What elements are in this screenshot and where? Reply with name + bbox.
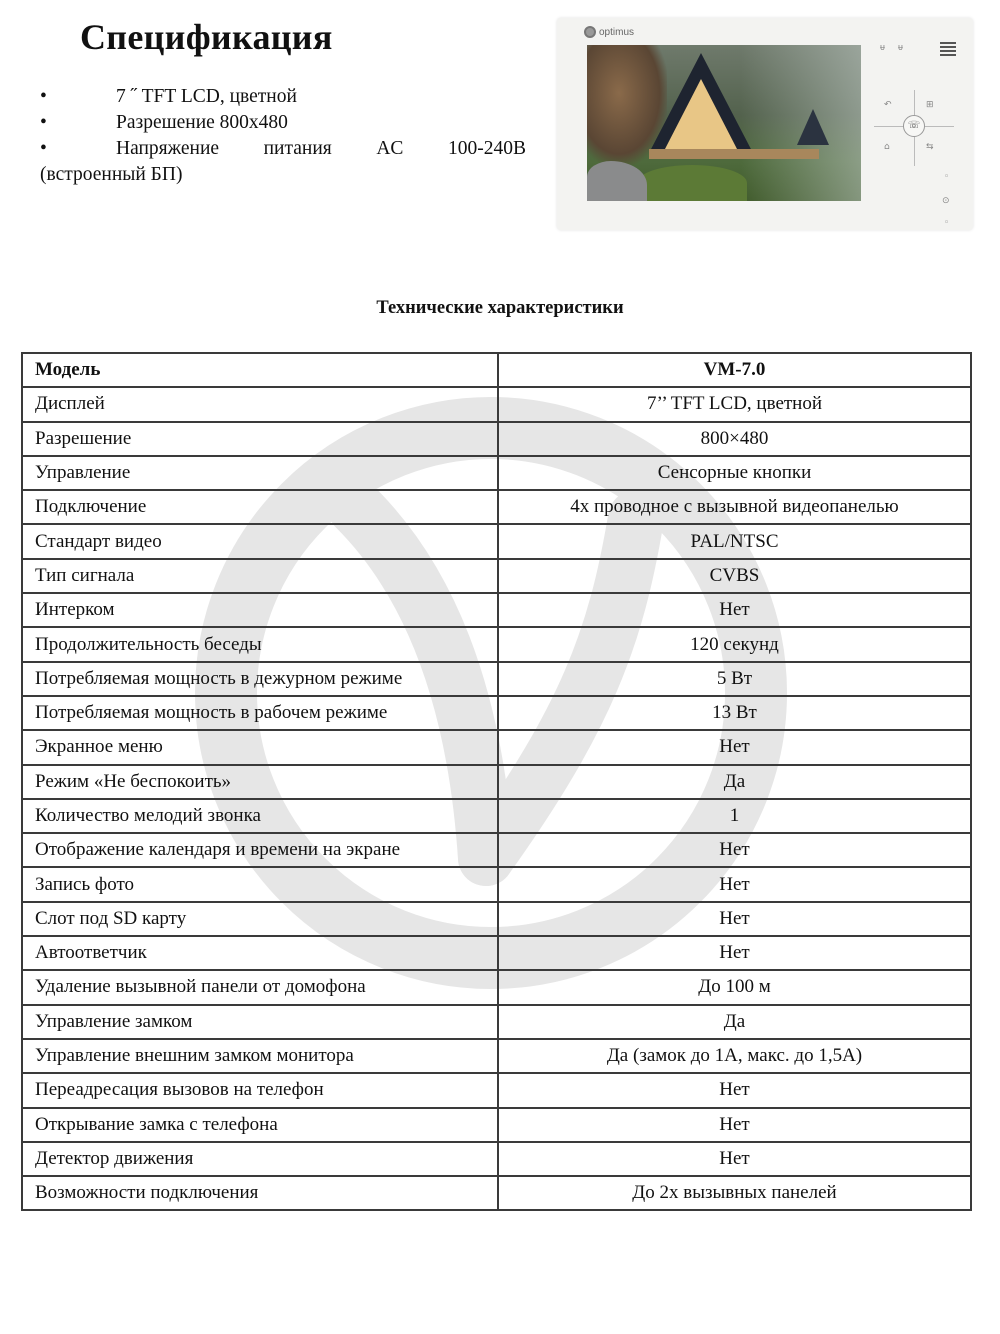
table-row <box>22 422 971 456</box>
table-row <box>22 1176 971 1210</box>
table-cell-param: Потребляемая мощность в дежурном режиме <box>22 662 498 696</box>
table-row <box>22 902 971 936</box>
brand-logo-icon <box>584 26 596 38</box>
table-cell-value: Нет <box>498 730 971 764</box>
table-cell-param: Детектор движения <box>22 1142 498 1176</box>
power-icon: ◦ <box>944 218 950 228</box>
feature-word: AC <box>376 138 404 159</box>
table-cell-param: Удаление вызывной панели от домофона <box>22 970 498 1004</box>
rocks-graphic <box>587 161 647 201</box>
table-row <box>22 593 971 627</box>
bullet-marker: • <box>40 112 47 133</box>
table-cell-value: 7’’ TFT LCD, цветной <box>498 387 971 421</box>
page-title: Спецификация <box>80 17 333 57</box>
table-cell-value: VM-7.0 <box>498 353 971 387</box>
section-title: Технические характеристики <box>376 298 624 318</box>
table-cell-param: Управление <box>22 456 498 490</box>
deck-graphic <box>649 149 819 159</box>
table-cell-value: Нет <box>498 1108 971 1142</box>
feature-text: 7 ˝ TFT LCD, цветной <box>116 86 297 107</box>
brand-label <box>584 26 634 38</box>
feature-text: Разрешение 800x480 <box>116 112 288 133</box>
grass-graphic <box>637 165 747 201</box>
feature-text <box>116 136 526 162</box>
table-cell-param: Запись фото <box>22 867 498 901</box>
table-cell-param: Экранное меню <box>22 730 498 764</box>
mic-icon: ᵾ <box>880 43 885 53</box>
table-cell-value: 4х проводное с вызывной видеопанелью <box>498 490 971 524</box>
table-cell-param: Стандарт видео <box>22 524 498 558</box>
table-cell-param: Отображение календаря и времени на экране <box>22 833 498 867</box>
bullet-marker: • <box>40 138 47 159</box>
table-cell-param: Продолжительность беседы <box>22 627 498 661</box>
table-cell-param: Потребляемая мощность в рабочем режиме <box>22 696 498 730</box>
table-row <box>22 1108 971 1142</box>
brightness-icon: ⊙ <box>942 196 950 206</box>
table-cell-value: Нет <box>498 902 971 936</box>
table-cell-value: Нет <box>498 1073 971 1107</box>
touch-controls <box>862 28 973 228</box>
feature-item <box>40 136 526 162</box>
table-cell-param: Автоответчик <box>22 936 498 970</box>
table-cell-value: Нет <box>498 833 971 867</box>
table-row <box>22 387 971 421</box>
table-row <box>22 833 971 867</box>
table-cell-param: Режим «Не беспокоить» <box>22 765 498 799</box>
table-cell-value: Сенсорные кнопки <box>498 456 971 490</box>
table-cell-value: Да (замок до 1А, макс. до 1,5А) <box>498 1039 971 1073</box>
table-row <box>22 867 971 901</box>
table-cell-value: Да <box>498 1005 971 1039</box>
bullet-marker: • <box>40 86 47 107</box>
table-cell-value: 5 Вт <box>498 662 971 696</box>
table-cell-param: Подключение <box>22 490 498 524</box>
unlock-icon: ⌂ <box>884 142 890 152</box>
table-cell-value: 1 <box>498 799 971 833</box>
table-cell-value: Нет <box>498 867 971 901</box>
table-cell-param: Модель <box>22 353 498 387</box>
table-cell-value: Да <box>498 765 971 799</box>
switch-icon: ⇆ <box>926 142 934 152</box>
call-icon: ☏ <box>903 115 925 137</box>
feature-word: питания <box>263 138 332 159</box>
table-cell-param: Возможности подключения <box>22 1176 498 1210</box>
monitor-icon: ⊞ <box>926 100 934 110</box>
table-row <box>22 627 971 661</box>
table-row <box>22 765 971 799</box>
table-cell-param: Количество мелодий звонка <box>22 799 498 833</box>
small-cabin-graphic <box>797 109 829 145</box>
feature-item <box>40 110 526 136</box>
table-cell-param: Управление замком <box>22 1005 498 1039</box>
table-cell-value: Нет <box>498 593 971 627</box>
table-row <box>22 490 971 524</box>
table-row <box>22 730 971 764</box>
table-row <box>22 1039 971 1073</box>
feature-word: 100-240В <box>447 138 526 159</box>
feature-list <box>40 84 526 188</box>
speaker-icon: ᵾ <box>898 43 903 53</box>
table-cell-param: Тип сигнала <box>22 559 498 593</box>
table-row <box>22 524 971 558</box>
table-row <box>22 456 971 490</box>
cabin-window-graphic <box>665 79 737 149</box>
table-cell-param: Слот под SD карту <box>22 902 498 936</box>
brand-name: optimus <box>599 26 635 38</box>
table-cell-value: До 100 м <box>498 970 971 1004</box>
table-cell-param: Разрешение <box>22 422 498 456</box>
table-row <box>22 1073 971 1107</box>
feature-item <box>40 84 526 110</box>
volume-icon: ◦ <box>944 172 950 182</box>
menu-icon <box>940 40 956 58</box>
table-row <box>22 559 971 593</box>
table-cell-param: Управление внешним замком монитора <box>22 1039 498 1073</box>
table-header-row <box>22 353 971 387</box>
table-cell-param: Открывание замка с телефона <box>22 1108 498 1142</box>
back-icon: ↶ <box>884 100 892 110</box>
product-image <box>557 18 973 230</box>
spec-table <box>21 352 972 1211</box>
table-cell-param: Переадресация вызовов на телефон <box>22 1073 498 1107</box>
table-cell-param: Дисплей <box>22 387 498 421</box>
table-cell-value: 800×480 <box>498 422 971 456</box>
table-cell-param: Интерком <box>22 593 498 627</box>
table-row <box>22 970 971 1004</box>
table-cell-value: CVBS <box>498 559 971 593</box>
table-row <box>22 1005 971 1039</box>
table-cell-value: 120 секунд <box>498 627 971 661</box>
table-row <box>22 696 971 730</box>
table-cell-value: До 2х вызывных панелей <box>498 1176 971 1210</box>
table-cell-value: 13 Вт <box>498 696 971 730</box>
table-cell-value: Нет <box>498 1142 971 1176</box>
table-cell-value: Нет <box>498 936 971 970</box>
table-cell-value: PAL/NTSC <box>498 524 971 558</box>
feature-continuation: (встроенный БП) <box>40 164 183 185</box>
table-row <box>22 799 971 833</box>
monitor-screen <box>587 45 861 201</box>
feature-word: Напряжение <box>116 138 220 159</box>
table-row <box>22 936 971 970</box>
table-row <box>22 662 971 696</box>
table-row <box>22 1142 971 1176</box>
